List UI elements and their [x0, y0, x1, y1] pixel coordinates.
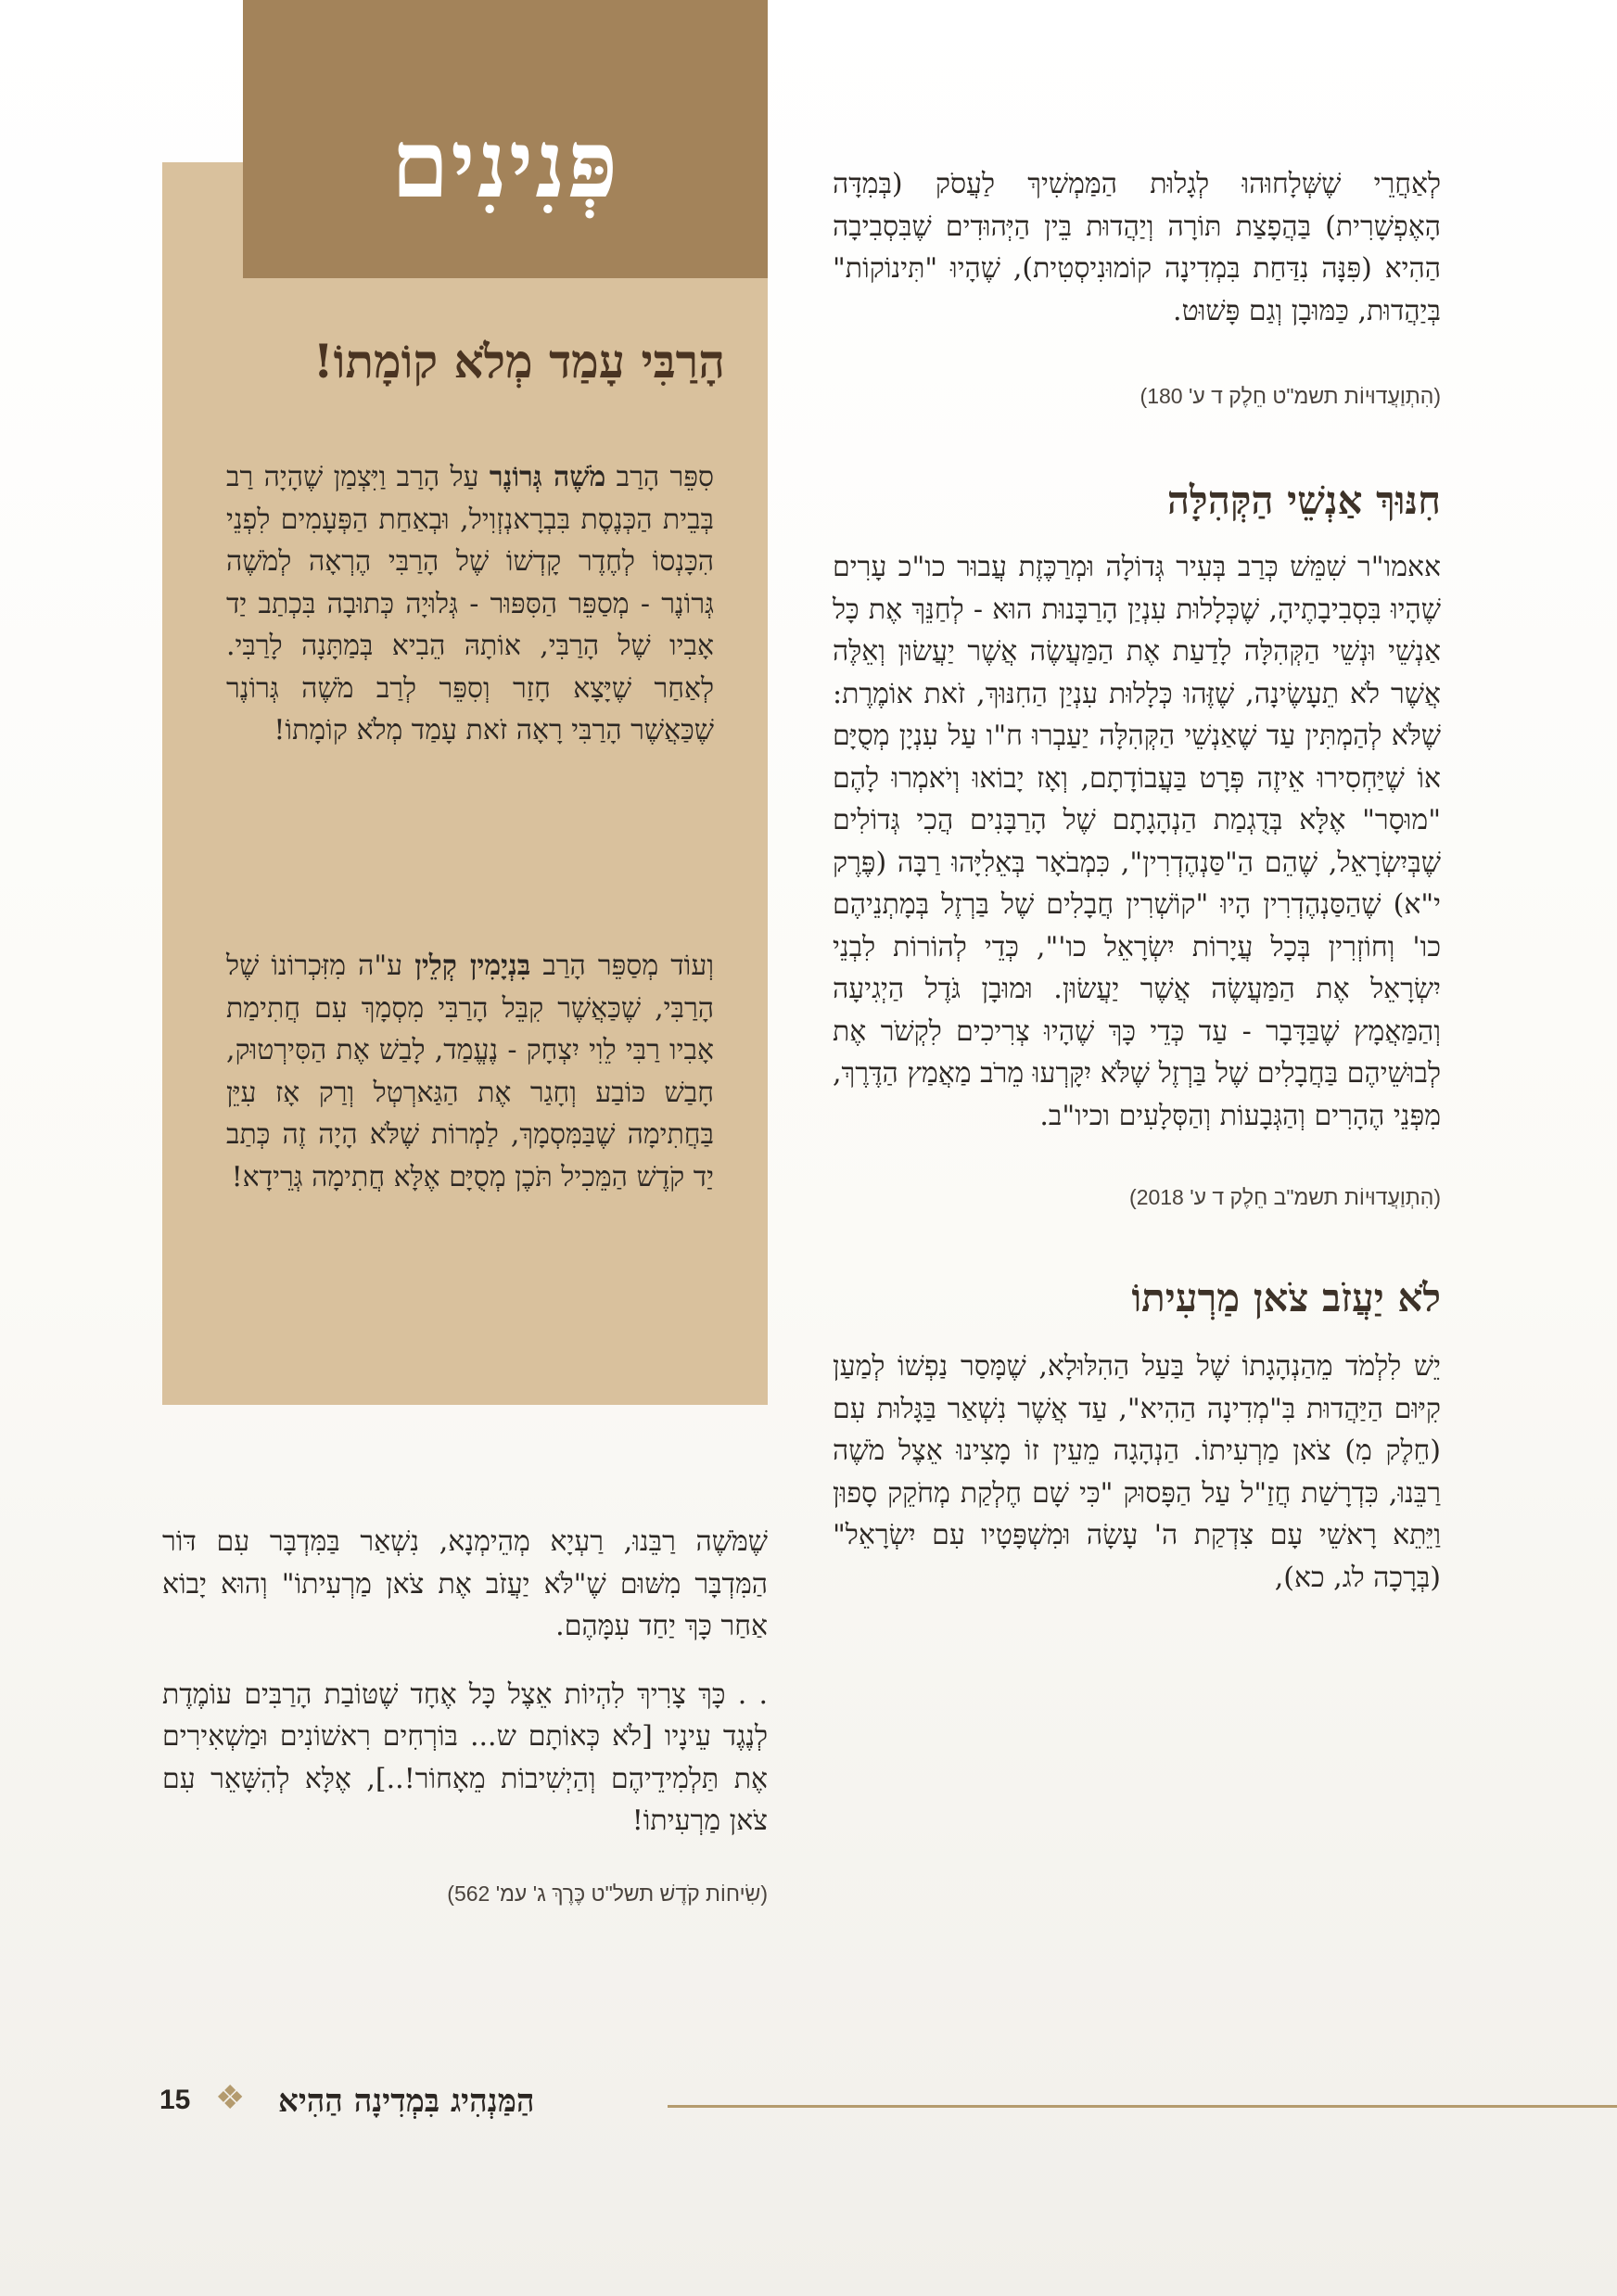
sidebar-tab-title: פְּנִינִים: [390, 109, 620, 219]
ornament-icon: ❖: [215, 2079, 246, 2117]
footer-title: הַמַּנְהִיג בִּמְדִינָה הַהִיא: [278, 2083, 535, 2120]
footer-rule: [668, 2105, 1617, 2108]
sidebar-p2-lead: וְעוֹד מְסַפֵּר הָרַב: [542, 950, 714, 982]
section-3-heading: לֹא יַעֲזֹב צֹאן מַרְעִיתוֹ: [1131, 1275, 1441, 1320]
sidebar-p2-name: בִּנְיָמִין קְלֵין: [414, 950, 531, 982]
sidebar-p1-text: עַל הָרַב וַיִּצְמַן שֶׁהָיָה רַב בְּבֵית הַכְּנֶסֶת בִּבְרָאנְזְוִיל, וּבְאַחַת הַפְּעָמִים לִפְנֵי הִכָּנְסוֹ לְחֶדֶר קָדְשׁוֹ שֶׁל הָרַבִּי הֶרְאָה לְמֹשֶׁה גְּרוֹנֶר - מְסַפֵּר הַסִּפּוּר - גְּלוּיָה כְּתוּבָה בִּכְתַב יַד אָבִיו שֶׁל הָרַבִּי, אוֹתָהּ הֵבִיא בְּמַתָּנָה לָרַבִּי. לְאַחַר שֶׁיָּצָא חָזַר וְסִפֵּר לְרַב מֹשֶׁה גְּרוֹנֶר שֶׁכַּאֲשֶׁר הָרַבִּי רָאָה זֹאת עָמַד מְלֹא קוֹמָתוֹ!: [226, 461, 714, 746]
left-source: (שִׂיחוֹת קֹדֶשׁ תשל"ט כֶּרֶךְ ג' עמ' 562): [447, 1881, 768, 1906]
section-2-heading: חִנּוּךְ אַנְשֵׁי הַקְּהִלָּה: [1166, 478, 1441, 523]
sidebar-heading: הָרַבִּי עָמַד מְלֹא קוֹמָתוֹ!: [312, 334, 725, 389]
left-paragraph-1: שֶׁמֹּשֶׁה רַבֵּנוּ, רַעְיָא מְהֵימְנָא, נִשְׁאַר בַּמִּדְבָּר עִם דּוֹר הַמִּדְבָּר מִשּׁוּם שֶׁ"לֹּא יַעֲזֹב אֶת צֹאן מַרְעִיתוֹ" וְהוּא יָבוֹא אַחַר כָּךְ יַחַד עִמָּהֶם.: [162, 1525, 768, 1642]
section-2-source: (הִתְוַעֲדוּיוֹת תשמ"ב חֵלֶק ד ע' 2018): [1129, 1185, 1441, 1209]
section-1-source: (הִתְוַעֲדוּיוֹת תשמ"ט חֵלֶק ד ע' 180): [1140, 384, 1441, 408]
sidebar-paragraph-1: [226, 456, 714, 752]
main-column-left-bottom: [162, 1521, 768, 1907]
sidebar-tab: [243, 0, 768, 278]
sidebar-paragraph-2: [226, 945, 714, 1198]
section-1-text: לְאַחֲרֵי שֶׁשְּׁלָחוּהוּ לְגָלוּת הַמַּמְשִׁיךְ לַעֲסֹק (בְּמִדָּה הָאֶפְשָׁרִית) בַּהֲפָצַת תּוֹרָה וְיַהֲדוּת בֵּין הַיְּהוּדִים שֶׁבִּסְבִיבָה הַהִיא (פִּנָּה נִדַּחַת בִּמְדִינָה קוֹמוּנִיסְטִית), שֶׁהָיוּ "תִּינוֹקוֹת" בְּיַהֲדוּת, כַּמּוּבָן וְגַם פָּשׁוּט.: [833, 168, 1441, 327]
sidebar-p1-name: מֹשֶׁה גְּרוֹנֶר: [489, 461, 606, 493]
left-paragraph-2: . . כָּךְ צָרִיךְ לִהְיוֹת אֵצֶל כָּל אֶחָד שֶׁטּוֹבַת הָרַבִּים עוֹמֶדֶת לְנֶגֶד עֵינָיו [לֹא כְּאוֹתָם ש... בּוֹרְחִים רִאשׁוֹנִים וּמַשְׁאִירִים אֶת תַּלְמִידֵיהֶם וְהַיְשִׁיבוֹת מֵאָחוֹר!..], אֶלָּא לְהִשָּׁאֵר עִם צֹאן מַרְעִיתוֹ!: [162, 1677, 768, 1837]
sidebar-p1-lead: סִפֵּר הָרַב: [616, 461, 714, 493]
main-column-right: [833, 163, 1441, 1599]
section-3-text: יֵשׁ לִלְמֹד מֵהַנְהָגָתוֹ שֶׁל בַּעַל הַהִלּוּלָא, שֶׁמָּסַר נַפְשׁוֹ לְמַעַן קִיּוּם הַיַּהֲדוּת בִּ"מְדִינָה הַהִיא", עַד אֲשֶׁר נִשְׁאַר בַּגָּלוּת עִם (חֵלֶק מִ) צֹאן מַרְעִיתוֹ. הַנְהָגָה מֵעֵין זוֹ מָצִינוּ אֵצֶל מֹשֶׁה רַבֵּנוּ, כִּדְרָשַׁת חֲזַ"ל עַל הַפָּסוּק "כִּי שָׁם חֶלְקַת מְחֹקֵק סָפוּן וַיֵּתֵא רָאשֵׁי עָם צִדְקַת ה' עָשָׂה וּמִשְׁפָּטָיו עִם יִשְׂרָאֵל" (בְּרָכָה לג, כא),: [833, 1350, 1441, 1594]
section-2-text: אאמו"ר שִׁמֵּשׁ כְּרַב בְּעִיר גְּדוֹלָה וּמְרַכֶּזֶת עֲבוּר כו"כ עָרִים שֶׁהָיוּ בִּסְבִיבָתֶיהָ, שֶׁכְּלָלוּת עִנְיַן הָרַבָּנוּת הוּא - לְחַנֵּךְ אֶת כָּל אַנְשֵׁי וּנְשֵׁי הַקְּהִלָּה לָדַעַת אֶת הַמַּעֲשֶׂה אֲשֶׁר יַעֲשׂוּן וְאֵלֶּה אֲשֶׁר לֹא תֵעָשֶׂינָה, שֶׁזֶּהוּ כְּלָלוּת עִנְיַן הַחִנּוּךְ, זֹאת אוֹמֶרֶת: שֶׁלֹּא לְהַמְתִּין עַד שֶׁאַנְשֵׁי הַקְּהִלָּה יַעַבְרוּ ח"ו עַל עִנְיָן מְסֻיָּם אוֹ שֶׁיַּחְסִירוּ אֵיזֶה פְּרָט בַּעֲבוֹדָתָם, וְאָז יָבוֹאוּ וְיֹאמְרוּ לָהֶם "מוּסָר" אֶלָּא בְּדֻגְמַת הַנְהָגָתָם שֶׁל הָרַבָּנִים הֲכִי גְּדוֹלִים שֶׁבְּיִשְׂרָאֵל, שֶׁהֵם הַ"סַּנְהֶדְרִין", כִּמְבֹאָר בְּאֵלִיָּהוּ רַבָּה (פֶּרֶק י"א) שֶׁהַסַּנְהֶדְרִין הָיוּ "קוֹשְׁרִין חֲבָלִים שֶׁל בַּרְזֶל בְּמָתְנֵיהֶם כו' וְחוֹזְרִין בְּכָל עֲיָרוֹת יִשְׂרָאֵל כו'", כְּדֵי לְהוֹרוֹת לִבְנֵי יִשְׂרָאֵל אֶת הַמַּעֲשֶׂה אֲשֶׁר יַעֲשׂוּן. וּמוּבָן גֹּדֶל הַיְגִיעָה וְהַמַּאֲמָץ שֶׁבַּדָּבָר - עַד כְּדֵי כָּךְ שֶׁהָיוּ צְרִיכִים לִקְשֹׁר אֶת לְבוּשֵׁיהֶם בַּחֲבָלִים שֶׁל בַּרְזֶל שֶׁלֹּא יִקָּרְעוּ מֵרֹב מַאֲמַץ הַדֶּרֶךְ, מִפְּנֵי הֶהָרִים וְהַגְּבָעוֹת וְהַסְּלָעִים וכיו"ב.: [833, 551, 1441, 1132]
sidebar-p2-text: ע"ה מִזִּכְרוֹנוֹ שֶׁל הָרַבִּי, שֶׁכַּאֲשֶׁר קִבֵּל הָרַבִּי מִסְמָךְ עִם חֲתִימַת אָבִיו רַבִּי לֵוִי יִצְחָק - נֶעֱמַד, לָבַשׁ אֶת הַסִּירְטוּק, חָבַשׁ כּוֹבַע וְחָגַר אֶת הַגַּארְטְל וְרַק אָז עִיֵּן בַּחֲתִימָה שֶׁבַּמִּסְמָךְ, לַמְרוֹת שֶׁלֹּא הָיָה זֶה כְּתַב יַד קֹדֶשׁ הַמֵּכִיל תֹּכֶן מְסֻיָּם אֶלָּא חֲתִימָה גְּרֵידָא!: [226, 950, 714, 1193]
page-number: 15: [159, 2085, 191, 2115]
